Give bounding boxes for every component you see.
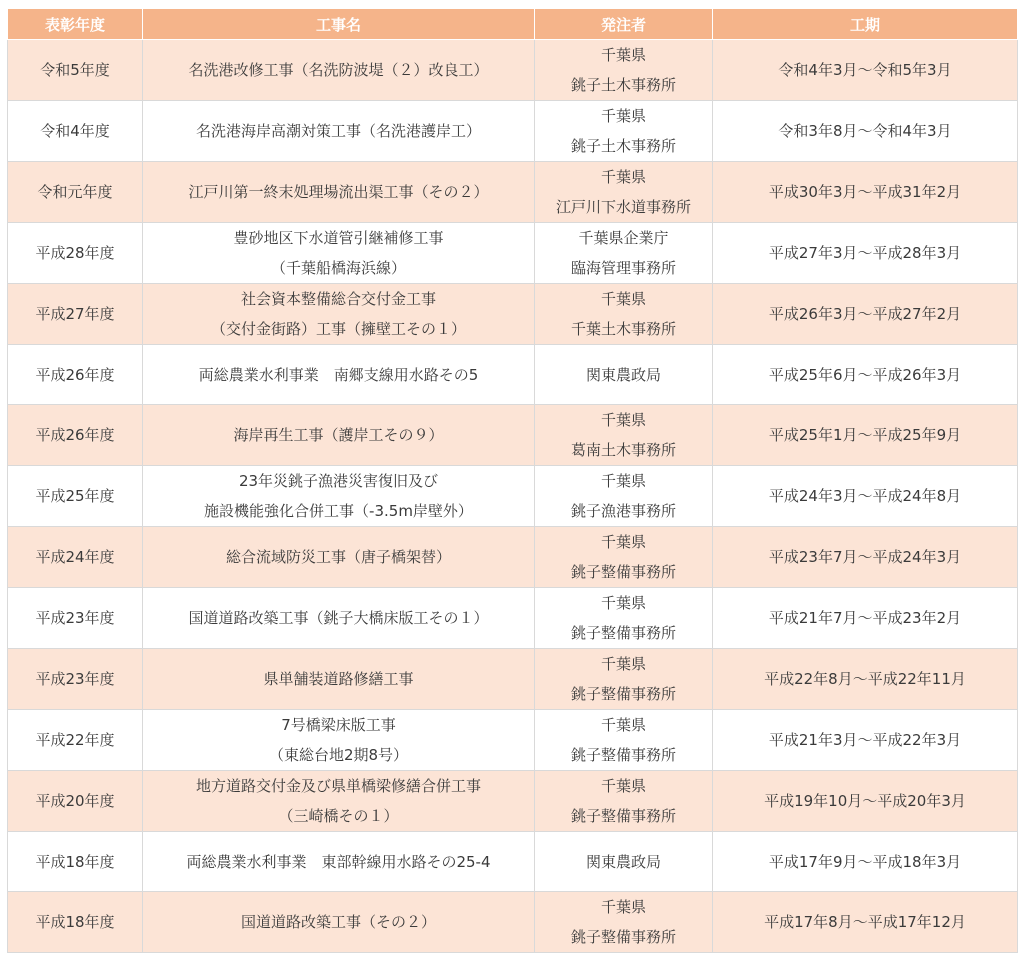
construction-period-cell: 令和3年8月～令和4年3月 [713,101,1018,162]
project-name-cell [143,466,535,527]
award-year-cell: 平成25年度 [8,466,143,527]
client-cell [535,223,713,284]
project-name-cell [143,892,535,953]
award-year-cell: 平成27年度 [8,284,143,345]
client-line: 銚子整備事務所 [570,624,676,642]
table-row [8,771,1018,832]
project-name-line: 名洗港海岸高潮対策工事（名洗港護岸工） [195,122,481,140]
client-line: 銚子整備事務所 [570,928,676,946]
project-name-cell [143,832,535,892]
project-name-line: 23年災銚子漁港災害復旧及び [238,472,439,490]
client-cell [535,588,713,649]
client-line: 銚子整備事務所 [570,685,676,703]
client-cell [535,162,713,223]
client-line: 銚子整備事務所 [570,807,676,825]
award-history-table [7,8,1018,953]
construction-period-cell: 平成22年8月～平成22年11月 [713,649,1018,710]
construction-period-cell: 平成23年7月～平成24年3月 [713,527,1018,588]
project-name-line: 施設機能強化合併工事（-3.5m岸壁外） [204,502,473,520]
client-line: 関東農政局 [585,852,661,871]
client-line: 銚子土木事務所 [570,137,676,155]
client-line: 千葉県 [600,777,646,795]
client-line: 千葉県 [600,472,646,490]
client-line: 銚子漁港事務所 [570,502,676,520]
award-year-cell: 平成26年度 [8,405,143,466]
project-name-cell [143,588,535,649]
construction-period-cell: 平成25年6月～平成26年3月 [713,345,1018,405]
project-name-line: （東総台地2期8号） [268,746,409,764]
table-row [8,649,1018,710]
project-name-cell [143,223,535,284]
header-row [8,9,1018,40]
award-year-cell: 令和5年度 [8,40,143,101]
client-line: 千葉県 [600,716,646,734]
client-line: 銚子整備事務所 [570,563,676,581]
header-client: 発注者 [535,9,713,40]
construction-period-cell: 平成17年8月～平成17年12月 [713,892,1018,953]
table-row [8,284,1018,345]
award-year-cell: 平成22年度 [8,710,143,771]
project-name-line: （交付金街路）工事（擁壁工その１） [210,320,466,338]
table-row [8,527,1018,588]
client-line: 千葉県 [600,533,646,551]
project-name-cell [143,405,535,466]
project-name-line: 7号橋梁床版工事 [281,716,396,734]
construction-period-cell: 平成27年3月～平成28年3月 [713,223,1018,284]
table-row [8,588,1018,649]
client-line: 関東農政局 [585,365,661,384]
project-name-cell [143,284,535,345]
client-line: 江戸川下水道事務所 [555,198,691,216]
construction-period-cell: 平成24年3月～平成24年8月 [713,466,1018,527]
client-cell [535,892,713,953]
client-line: 千葉県 [600,46,646,64]
client-line: 千葉県 [600,290,646,308]
client-line: 臨海管理事務所 [570,259,676,277]
header-project-name: 工事名 [143,9,535,40]
client-line: 銚子土木事務所 [570,76,676,94]
construction-period-cell: 平成17年9月～平成18年3月 [713,832,1018,892]
table-row [8,345,1018,405]
construction-period-cell: 平成21年3月～平成22年3月 [713,710,1018,771]
table-row [8,162,1018,223]
project-name-line: 江戸川第一終末処理場流出渠工事（その２） [188,183,489,201]
table-row [8,832,1018,892]
table-row [8,101,1018,162]
project-name-cell [143,649,535,710]
construction-period-cell: 平成30年3月～平成31年2月 [713,162,1018,223]
award-year-cell: 令和元年度 [8,162,143,223]
table-body [8,40,1018,953]
project-name-line: 名洗港改修工事（名洗防波堤（２）改良工） [188,61,489,79]
project-name-line: 社会資本整備総合交付金工事 [240,290,436,308]
client-line: 千葉県企業庁 [578,229,669,247]
client-cell [535,832,713,892]
project-name-cell [143,162,535,223]
table-row [8,223,1018,284]
client-cell [535,649,713,710]
award-year-cell: 平成26年度 [8,345,143,405]
construction-period-cell: 平成26年3月～平成27年2月 [713,284,1018,345]
project-name-cell [143,771,535,832]
header-construction-period: 工期 [713,9,1018,40]
client-line: 千葉県 [600,898,646,916]
construction-period-cell: 令和4年3月～令和5年3月 [713,40,1018,101]
client-cell [535,284,713,345]
client-cell [535,466,713,527]
project-name-cell [143,345,535,405]
table-row [8,466,1018,527]
project-name-line: （千葉船橋海浜線） [270,259,406,277]
table-row [8,892,1018,953]
project-name-line: 豊砂地区下水道管引継補修工事 [233,229,444,247]
construction-period-cell: 平成19年10月～平成20年3月 [713,771,1018,832]
project-name-line: 国道道路改築工事（その２） [240,913,436,931]
project-name-line: （三崎橋その１） [278,807,399,825]
client-cell [535,710,713,771]
client-line: 千葉県 [600,168,646,186]
award-year-cell: 平成23年度 [8,649,143,710]
client-cell [535,405,713,466]
award-year-cell: 令和4年度 [8,101,143,162]
construction-period-cell: 平成25年1月～平成25年9月 [713,405,1018,466]
award-year-cell: 平成28年度 [8,223,143,284]
award-year-cell: 平成20年度 [8,771,143,832]
client-line: 千葉県 [600,411,646,429]
project-name-cell [143,527,535,588]
client-cell [535,40,713,101]
client-cell [535,345,713,405]
award-year-cell: 平成23年度 [8,588,143,649]
project-name-line: 国道道路改築工事（銚子大橋床版工その１） [188,609,489,627]
award-year-cell: 平成18年度 [8,892,143,953]
table-row [8,405,1018,466]
project-name-cell [143,710,535,771]
construction-period-cell: 平成21年7月～平成23年2月 [713,588,1018,649]
project-name-line: 海岸再生工事（護岸工その９） [233,426,444,444]
client-line: 銚子整備事務所 [570,746,676,764]
client-line: 千葉県 [600,655,646,673]
project-name-line: 県単舗装道路修繕工事 [263,670,414,688]
header-award-year: 表彰年度 [8,9,143,40]
client-line: 千葉土木事務所 [570,320,676,338]
project-name-line: 両総農業水利事業 東部幹線用水路その25-4 [186,852,491,871]
project-name-cell [143,40,535,101]
client-cell [535,771,713,832]
project-name-line: 地方道路交付金及び県単橋梁修繕合併工事 [195,777,481,795]
table-row [8,40,1018,101]
award-year-cell: 平成24年度 [8,527,143,588]
table-header [8,9,1018,40]
table-row [8,710,1018,771]
award-year-cell: 平成18年度 [8,832,143,892]
project-name-cell [143,101,535,162]
client-line: 千葉県 [600,107,646,125]
project-name-line: 両総農業水利事業 南郷支線用水路その5 [198,365,479,384]
client-line: 葛南土木事務所 [570,441,676,459]
client-cell [535,527,713,588]
client-line: 千葉県 [600,594,646,612]
project-name-line: 総合流域防災工事（唐子橋架替） [225,548,451,566]
client-cell [535,101,713,162]
